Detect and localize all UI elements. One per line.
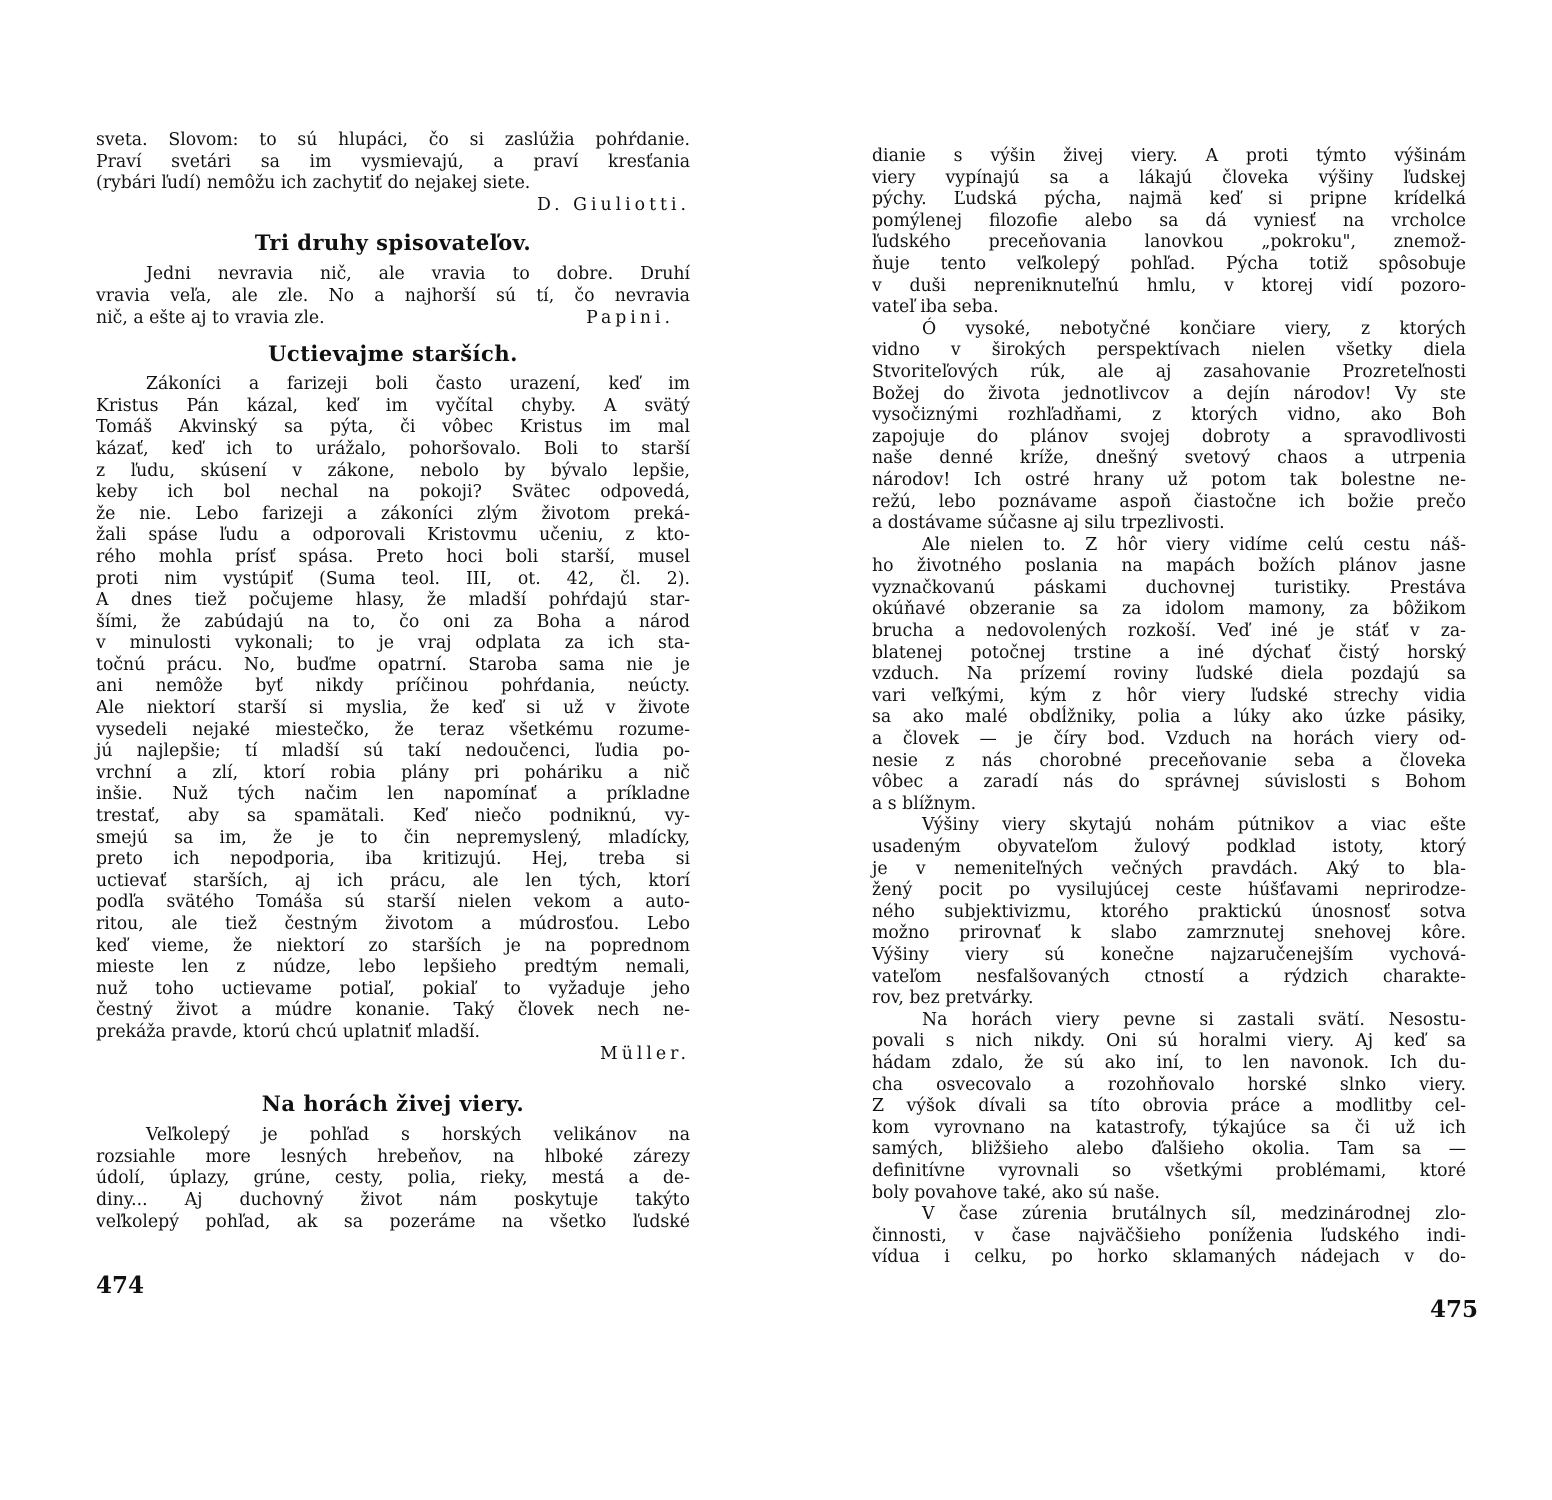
text-line: činnosti, v čase najväčšieho poníženia ľudského indi- xyxy=(872,1225,1466,1246)
text-line: inšie. Nuž tých načim len napomínať a príkladne xyxy=(96,784,690,805)
page-number-left: 474 xyxy=(96,1272,145,1299)
text-line: vateľ iba seba. xyxy=(872,297,999,318)
text-line: Zákoníci a farizeji boli často urazení, keď im xyxy=(146,374,690,395)
text-line: Ale nielen to. Z hôr viery vidíme celú cestu náš- xyxy=(922,534,1466,555)
text-line: režú, lebo poznávame aspoň čiastočne ich božie prečo xyxy=(872,491,1466,512)
paragraph xyxy=(872,1010,1466,1204)
text-line: keď vieme, že niektorí zo starších je na poprednom xyxy=(96,935,690,956)
text-line: A dnes tiež počujeme hlasy, že mladší pohŕdajú star- xyxy=(96,590,690,611)
text-line: vysočiznými rozhľadňami, z ktorých vidno, ako Boh xyxy=(872,405,1466,426)
text-line: vysedeli nejaké miestečko, že teraz všetkému rozume- xyxy=(96,719,690,740)
text-line: je v nemeniteľných večných pravdách. Aký to bla- xyxy=(872,858,1466,879)
text-line: Z výšok dívali sa títo obrovia práce a modlitby cel- xyxy=(872,1096,1466,1117)
text-line: vrchní a zlí, ktorí robia plány pri poháriku a nič xyxy=(96,762,690,783)
text-line: (rybári ľudí) nemôžu ich zachytiť do nejakej siete. xyxy=(96,173,531,194)
section-title: Na horách živej viery. xyxy=(261,1091,525,1117)
text-line: mieste len z núdze, lebo lepšieho predtým nemali, xyxy=(96,957,690,978)
text-line: Tomáš Akvinský sa pýta, či vôbec Kristus im mal xyxy=(96,417,690,438)
text-line: blatenej potočnej trstine a iné dýchať čistý horský xyxy=(872,642,1466,663)
text-line: preto ich nepodporia, iba kritizujú. Hej, treba si xyxy=(96,849,690,870)
text-line: Stvoriteľových rúk, ale aj zasahovanie Prozreteľnosti xyxy=(872,361,1466,382)
text-line: hádam zdalo, že sú ako iní, to len navonok. Ich du- xyxy=(872,1052,1466,1073)
text-line: vôbec a zaradí nás do správnej súvislosti s Bohom xyxy=(872,772,1466,793)
text-line: V čase zúrenia brutálnych síl, medzinárodnej zlo- xyxy=(922,1204,1466,1225)
text-line: zapojuje do plánov svojej dobroty a spravodlivosti xyxy=(872,426,1466,447)
text-line: ani nemôže byť nikdy príčinou pohŕdania, neúcty. xyxy=(96,676,690,697)
text-line: okúňavé obzeranie sa za idolom mamony, za bôžikom xyxy=(872,599,1466,620)
text-line: a človek — je číry bod. Vzduch na horách viery od- xyxy=(872,729,1466,750)
text-line: Ó vysoké, nebotyčné končiare viery, z ktorých xyxy=(922,318,1466,339)
text-line: národov! Ich ostré hrany už potom tak bolestne ne- xyxy=(872,469,1466,490)
text-line: naše denné kríže, dnešný svetový chaos a utrpenia xyxy=(872,448,1466,469)
text-line: a s blížnym. xyxy=(872,793,977,814)
text-line: nesie z nás chorobné preceňovanie seba a človeka xyxy=(872,750,1466,771)
text-line: usadeným obyvateľom žulový podklad istoty, ktorý xyxy=(872,837,1466,857)
text-line: dianie s výšin živej viery. A proti týmto výšinám xyxy=(872,146,1466,166)
text-line: definitívne vyrovnali so všetkými problémami, ktoré xyxy=(872,1160,1466,1181)
text-line: kom vyrovnano na katastrofy, týkajúce sa či už ich xyxy=(872,1117,1466,1138)
text-line: smejú sa im, že je to čin nepremyslený, mladícky, xyxy=(96,827,690,848)
section-paragraph xyxy=(96,1125,690,1233)
text-line: rého mohla prísť spása. Preto hoci boli starší, musel xyxy=(96,546,690,567)
text-line: kázať, keď ich to urážalo, pohoršovalo. Boli to starší xyxy=(96,438,690,459)
text-line: ho životného poslania na mapách božích plánov jasne xyxy=(872,556,1466,577)
text-line: diny... Aj duchovný život nám poskytuje takýto xyxy=(96,1189,690,1210)
text-line: proti nim vystúpiť (Suma teol. III, ot. 42, čl. 2). xyxy=(96,568,690,589)
paragraph xyxy=(872,815,1466,1009)
text-line: v minulosti vykonali; to je vraj odplata za ich sta- xyxy=(96,633,690,654)
text-line: Praví svetári sa im vysmievajú, a praví kresťania xyxy=(96,151,690,172)
text-line: vateľom nesfalšovaných ctností a rýdzich charakte- xyxy=(872,966,1466,987)
text-line: Jedni nevravia nič, ale vravia to dobre. Druhí xyxy=(146,264,690,285)
text-line: vravia veľa, ale zle. No a najhorší sú tí, čo nevravia xyxy=(96,285,690,306)
text-line: ľudského preceňovania lanovkou „pokroku", znemož- xyxy=(872,232,1466,253)
text-line-content: nič, a ešte aj to vravia zle. xyxy=(96,307,325,328)
author-signature: Papini. xyxy=(586,307,674,328)
text-line: šími, že zabúdajú na to, čo oni za Boha a národ xyxy=(96,611,690,632)
text-line: žali spáse ľudu a odporovali Kristovmu učeniu, z kto- xyxy=(96,525,690,546)
text-line: vari veľkými, kým z hôr viery ľudské strechy vidia xyxy=(872,685,1466,706)
author-signature: D. Giuliotti. xyxy=(536,194,690,215)
paragraph xyxy=(872,319,1466,535)
section-paragraph xyxy=(96,264,690,329)
text-line: pomýlenej filozofie alebo sa dá vyniesť na vrcholce xyxy=(872,210,1466,231)
text-line: Ale niektorí starší si myslia, že keď si už v živote xyxy=(96,698,690,719)
text-line: brucha a nedovolených rozkoší. Veď iné je stáť v za- xyxy=(872,621,1466,642)
text-line: pýchy. Ľudská pýcha, najmä keď si pripne krídelká xyxy=(872,189,1466,210)
text-line: trestať, aby sa spamätali. Keď niečo podniknú, vy- xyxy=(96,806,690,827)
section-title: Tri druhy spisovateľov. xyxy=(254,230,532,256)
paragraph xyxy=(872,535,1466,816)
text-line: točnú prácu. No, buďme opatrní. Staroba sama nie je xyxy=(96,654,690,675)
text-line: že nie. Lebo farizeji a zákoníci zlým životom preká- xyxy=(96,503,690,524)
text-line: prekáža pravde, ktorú chcú uplatniť mladší. xyxy=(96,1021,480,1042)
text-line: sveta. Slovom: to sú hlupáci, čo si zaslúžia pohŕdanie. xyxy=(96,130,690,150)
intro-paragraph xyxy=(96,130,690,216)
text-line: podľa svätého Tomáša sú starší nielen vekom a auto- xyxy=(96,892,690,913)
text-line: veľkolepý pohľad, ak sa pozeráme na všetko ľudské xyxy=(96,1211,690,1232)
left-column xyxy=(96,130,690,1233)
text-line: rov, bez pretvárky. xyxy=(872,988,1034,1009)
section-paragraph xyxy=(96,374,690,1065)
text-line: údolí, úplazy, grúne, cesty, polia, rieky, mestá a de- xyxy=(96,1168,690,1189)
text-line: a dostávame súčasne aj silu trpezlivosti. xyxy=(872,513,1225,534)
text-line: samých, bližšieho alebo ďalšieho okolia. Tam sa — xyxy=(872,1139,1466,1160)
text-line: keby ich bol nechal na pokoji? Svätec odpovedá, xyxy=(96,482,690,503)
text-line: jú najlepšie; tí mladší sú takí nedoučenci, ľudia po- xyxy=(96,741,690,762)
right-column xyxy=(872,146,1466,1269)
text-line: vzduch. Na prízemí roviny ľudské diela pozdajú sa xyxy=(872,664,1466,685)
text-line: sa ako malé obdĺžniky, polia a lúky ako úzke pásiky, xyxy=(872,707,1466,728)
text-line: rozsiahle more lesných hrebeňov, na hlboké zárezy xyxy=(96,1146,690,1167)
text-line: cha osvecovalo a rozohňovalo horské slnko viery. xyxy=(872,1074,1466,1095)
text-line: z ľudu, skúsení v zákone, nebolo by bývalo lepšie, xyxy=(96,460,690,481)
text-line: vyznačkovanú páskami duchovnej turistiky. Prestáva xyxy=(872,577,1466,598)
text-line: uctievať starších, aj ich prácu, ale len tých, ktorí xyxy=(96,870,690,891)
text-line: možno prirovnať k slabo zamrznutej snehovej kôre. xyxy=(872,923,1466,944)
text-line: nuž toho uctievame potiaľ, pokiaľ to vyžaduje jeho xyxy=(96,978,690,999)
section-title: Uctievajme starších. xyxy=(268,341,518,367)
text-line: v duši nepreniknuteľnú hmlu, v ktorej vidí pozoro- xyxy=(872,275,1466,296)
paragraph xyxy=(872,146,1466,319)
text-line: ného subjektivizmu, ktorého praktickú únosnosť sotva xyxy=(872,901,1466,922)
text-line: ňuje tento veľkolepý pohľad. Pýcha totiž spôsobuje xyxy=(872,253,1466,274)
text-line: vídua i celku, po horko sklamaných nádejach v do- xyxy=(872,1247,1466,1268)
page-number-right: 475 xyxy=(1430,1296,1479,1323)
text-line: Výšiny viery skytajú nohám pútnikov a viac ešte xyxy=(922,815,1466,836)
text-line: Božej do života jednotlivcov a dejín národov! Vy ste xyxy=(872,383,1466,404)
text-line: povali s nich nikdy. Oni sú horalmi viery. Aj keď sa xyxy=(872,1031,1466,1052)
text-line: Na horách viery pevne si zastali svätí. Nesostu- xyxy=(922,1009,1466,1030)
text-line: vidno v širokých perspektívach nielen všetky diela xyxy=(872,340,1466,361)
text-line: Kristus Pán kázal, keď im vyčítal chyby. A svätý xyxy=(96,395,690,416)
text-line: čestný život a múdre konanie. Taký človek nech ne- xyxy=(96,1000,690,1021)
author-signature: Müller. xyxy=(600,1043,690,1064)
text-line: Výšiny viery sú konečne najzaručenejším vychová- xyxy=(872,944,1466,965)
paragraph xyxy=(872,1204,1466,1269)
right-page xyxy=(776,0,1552,1500)
text-line: boly povahove také, ako sú naše. xyxy=(872,1182,1160,1203)
text-line xyxy=(96,308,690,330)
text-line: ritou, ale tiež čestným životom a múdrosťou. Lebo xyxy=(96,914,690,934)
text-line: Veľkolepý je pohľad s horských velikánov na xyxy=(146,1125,690,1146)
text-line: viery vypínajú sa a lákajú človeka výšiny ľudskej xyxy=(872,167,1466,188)
text-line: žený pocit po vysilujúcej ceste húšťavami neprirodze- xyxy=(872,880,1466,901)
